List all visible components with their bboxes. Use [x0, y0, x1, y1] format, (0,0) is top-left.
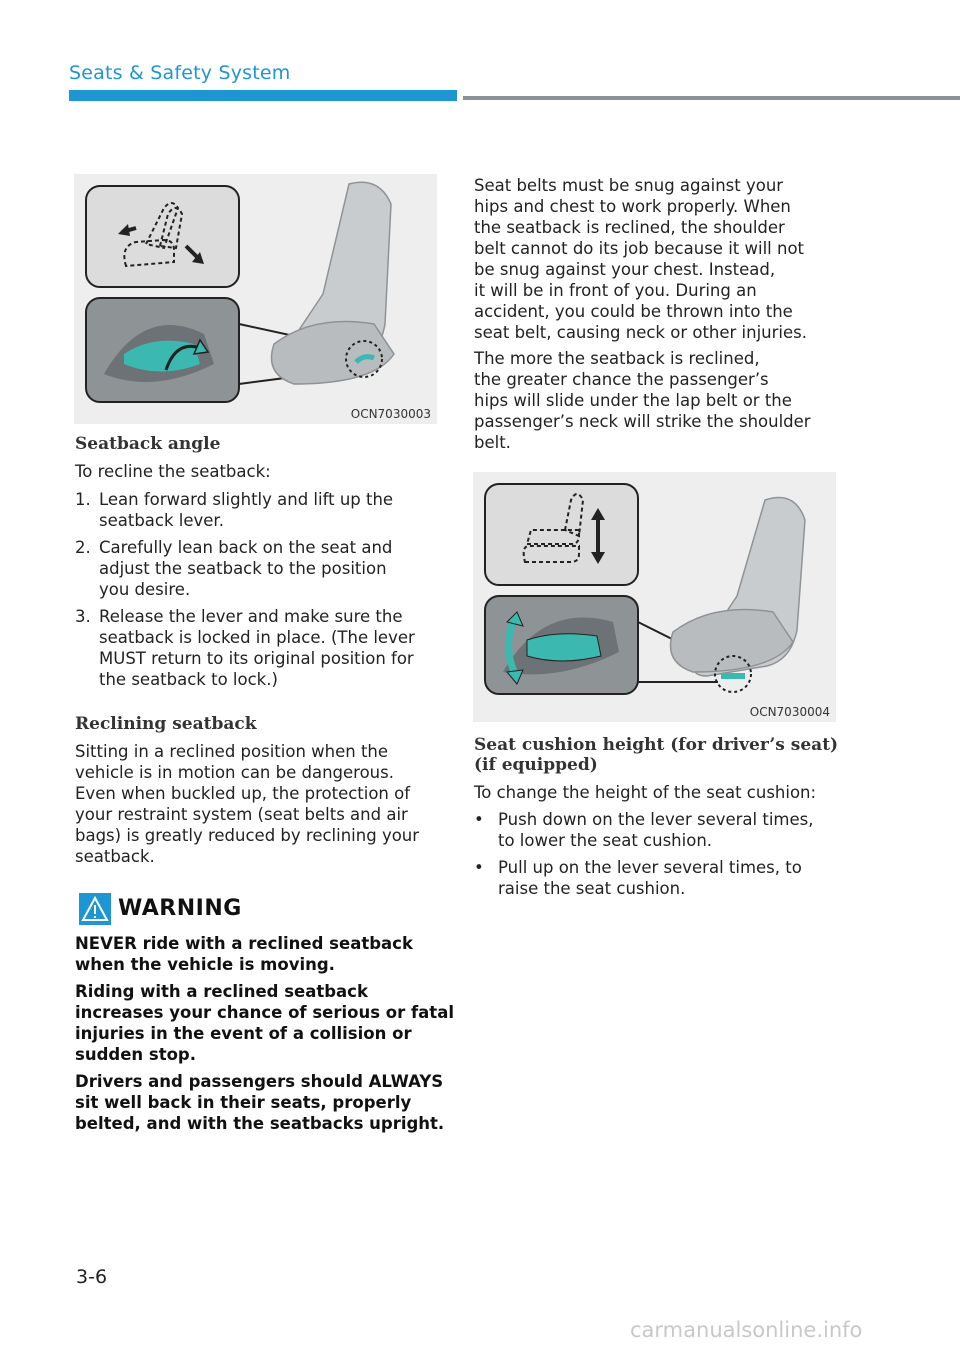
figure-cushion-lever	[473, 472, 836, 722]
figure-code: OCN7030003	[350, 407, 431, 421]
text-line: your restraint system (seat belts and air	[75, 805, 408, 824]
figure-code: OCN7030004	[749, 705, 830, 719]
text-line: belt cannot do its job because it will not	[474, 239, 805, 258]
step-line: Lean forward slightly and lift up the	[99, 490, 394, 509]
reclining-paragraph	[75, 741, 419, 867]
text-line: the greater chance the passenger’s	[474, 370, 769, 389]
text-line: the seatback is reclined, the shoulder	[474, 218, 785, 237]
text-line: when the vehicle is moving.	[75, 955, 335, 974]
text-line: passenger’s neck will strike the shoulder	[474, 412, 811, 431]
step-line: adjust the seatback to the position	[99, 559, 387, 578]
text-line: Riding with a reclined seatback	[75, 982, 368, 1001]
warning-title: WARNING	[118, 896, 242, 921]
bullet-line: raise the seat cushion.	[498, 879, 686, 898]
seatbelt-paragraph-2	[474, 348, 811, 453]
text-line: Drivers and passengers should ALWAYS	[75, 1072, 444, 1091]
seatback-intro: To recline the seatback:	[75, 462, 271, 481]
cushion-intro: To change the height of the seat cushion:	[474, 783, 817, 802]
seatback-illustration	[74, 174, 437, 424]
header-accent-bar	[69, 90, 457, 101]
text-line: NEVER ride with a reclined seatback	[75, 934, 413, 953]
header-divider-bar	[463, 96, 960, 100]
watermark: carmanualsonline.info	[630, 1318, 863, 1342]
text-line: seat belt, causing neck or other injuries.	[474, 323, 807, 342]
text-line: belt.	[474, 433, 511, 452]
warning-icon	[79, 893, 111, 925]
heading-seatback-angle: Seatback angle	[75, 434, 221, 454]
text-line: hips will slide under the lap belt or the	[474, 391, 792, 410]
text-line: hips and chest to work properly. When	[474, 197, 791, 216]
step-3	[75, 606, 415, 690]
step-2	[75, 537, 392, 600]
warning-paragraph-2	[75, 981, 454, 1065]
text-line: belted, and with the seatbacks upright.	[75, 1114, 445, 1133]
bullet-line: Push down on the lever several times,	[498, 810, 814, 829]
step-line: MUST return to its original position for	[99, 649, 414, 668]
bullet-line: Pull up on the lever several times, to	[498, 858, 802, 877]
figure-seatback-lever	[74, 174, 437, 424]
text-line: sudden stop.	[75, 1045, 196, 1064]
text-line: vehicle is in motion can be dangerous.	[75, 763, 394, 782]
bullet-line: to lower the seat cushion.	[498, 831, 713, 850]
step-line: seatback lever.	[99, 511, 224, 530]
cushion-illustration	[473, 472, 836, 722]
bullet-mark: •	[474, 858, 484, 877]
text-line: sit well back in their seats, properly	[75, 1093, 412, 1112]
step-number: 1.	[75, 490, 91, 509]
step-line: you desire.	[99, 580, 191, 599]
text-line: it will be in front of you. During an	[474, 281, 757, 300]
step-number: 3.	[75, 607, 91, 626]
text-line: injuries in the event of a collision or	[75, 1024, 412, 1043]
warning-paragraph-3	[75, 1071, 444, 1134]
step-1	[75, 489, 393, 531]
text-line: be snug against your chest. Instead,	[474, 260, 776, 279]
page-number: 3-6	[76, 1266, 108, 1288]
text-line: Sitting in a reclined position when the	[75, 742, 389, 761]
heading-seat-cushion-height	[474, 735, 838, 775]
seatbelt-paragraph-1	[474, 175, 807, 343]
bullet-raise-cushion	[474, 857, 802, 899]
bullet-lower-cushion	[474, 809, 814, 851]
step-line: seatback is locked in place. (The lever	[99, 628, 415, 647]
text-line: bags) is greatly reduced by reclining your	[75, 826, 420, 845]
step-line: Release the lever and make sure the	[99, 607, 403, 626]
section-title: Seats & Safety System	[69, 62, 291, 84]
step-number: 2.	[75, 538, 91, 557]
heading-line: Seat cushion height (for driver’s seat)	[474, 735, 839, 755]
step-line: the seatback to lock.)	[99, 670, 278, 689]
text-line: Even when buckled up, the protection of	[75, 784, 411, 803]
heading-line: (if equipped)	[474, 755, 598, 775]
text-line: The more the seatback is reclined,	[474, 349, 760, 368]
text-line: seatback.	[75, 847, 155, 866]
text-line: accident, you could be thrown into the	[474, 302, 793, 321]
heading-reclining-seatback: Reclining seatback	[75, 714, 257, 734]
step-line: Carefully lean back on the seat and	[99, 538, 393, 557]
warning-paragraph-1	[75, 933, 413, 975]
text-line: increases your chance of serious or fatal	[75, 1003, 454, 1022]
text-line: Seat belts must be snug against your	[474, 176, 784, 195]
bullet-mark: •	[474, 810, 484, 829]
